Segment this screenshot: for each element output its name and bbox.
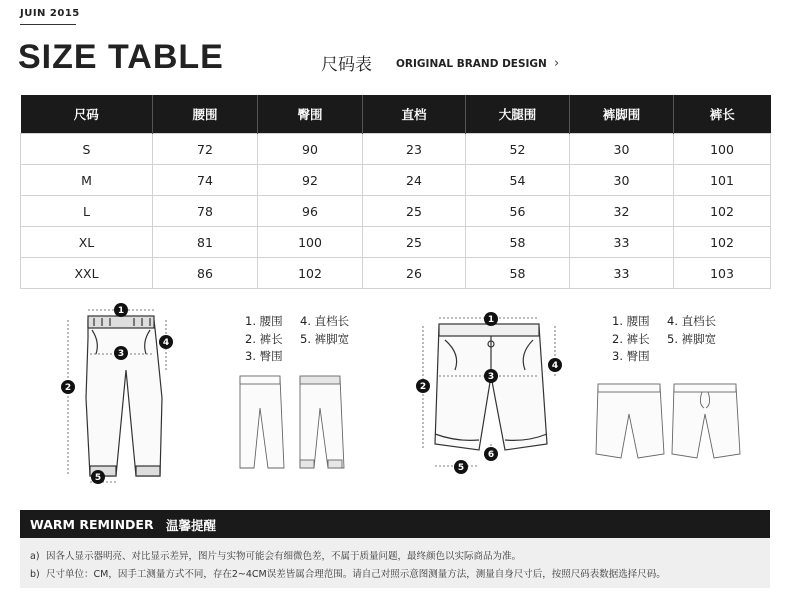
marker-1-label: 1 [487, 315, 495, 325]
warm-reminder-notes [20, 538, 770, 588]
shorts-legend [612, 313, 716, 366]
table-cell: XXL [21, 258, 153, 289]
table-cell: 72 [153, 134, 258, 165]
legend-item: 3. 臀围 [612, 349, 650, 363]
table-cell: 52 [466, 134, 570, 165]
marker-4-label: 4 [162, 338, 170, 348]
table-header-row [21, 95, 771, 134]
table-cell: 103 [674, 258, 771, 289]
shorts-front-back-illustration [594, 380, 744, 462]
original-brand-design-label: ORIGINAL BRAND DESIGN [396, 58, 547, 70]
marker-5-label: 5 [457, 463, 465, 473]
shorts-measurement-diagram [405, 304, 575, 480]
table-cell: 58 [466, 258, 570, 289]
legend-item: 3. 臀围 [245, 349, 283, 363]
pants-front-back-illustration [236, 372, 356, 472]
table-cell: 33 [570, 227, 674, 258]
column-header-length: 裤长 [674, 95, 771, 134]
marker-3-label: 3 [487, 372, 495, 382]
marker-2-label: 2 [419, 382, 427, 392]
note-label: b) [30, 569, 40, 580]
column-header-size: 尺码 [21, 95, 153, 134]
table-cell: 101 [674, 165, 771, 196]
table-cell: 58 [466, 227, 570, 258]
column-header-thigh: 大腿围 [466, 95, 570, 134]
table-cell: 102 [258, 258, 363, 289]
cn-title: 尺码表 [321, 55, 372, 75]
table-row [21, 227, 771, 258]
legend-item: 2. 裤长 [612, 331, 650, 346]
warm-reminder-title-en: WARM REMINDER [30, 517, 154, 532]
table-cell: 90 [258, 134, 363, 165]
marker-2-label: 2 [64, 383, 72, 393]
table-cell: 102 [674, 196, 771, 227]
table-cell: 32 [570, 196, 674, 227]
table-cell: 54 [466, 165, 570, 196]
table-cell: 100 [674, 134, 771, 165]
marker-3-label: 3 [117, 349, 125, 359]
table-cell: 74 [153, 165, 258, 196]
marker-6-label: 6 [487, 450, 495, 460]
brand-label: JUIN 2015 [20, 8, 80, 19]
table-cell: 33 [570, 258, 674, 289]
pants-measurement-diagram [50, 298, 190, 488]
note-text: 尺寸单位：CM，因手工测量方式不同，存在2~4CM误差皆属合理范围。请自己对照示意图测量方法，测量自身尺寸后，按照尺码表数据选择尺码。 [46, 569, 666, 580]
table-cell: 96 [258, 196, 363, 227]
table-cell: 81 [153, 227, 258, 258]
table-cell: 25 [363, 196, 466, 227]
marker-5-label: 5 [94, 473, 102, 483]
legend-item: 2. 裤长 [245, 331, 283, 346]
table-row [21, 134, 771, 165]
legend-item: 5. 裤脚宽 [667, 331, 717, 346]
legend-item: 1. 腰围 [245, 314, 283, 328]
table-cell: L [21, 196, 153, 227]
table-cell: M [21, 165, 153, 196]
table-row [21, 165, 771, 196]
table-cell: 24 [363, 165, 466, 196]
table-cell: 23 [363, 134, 466, 165]
column-header-hip: 臀围 [258, 95, 363, 134]
note-item [30, 548, 521, 562]
table-cell: XL [21, 227, 153, 258]
table-cell: 25 [363, 227, 466, 258]
column-header-rise: 直档 [363, 95, 466, 134]
pants-legend [245, 313, 349, 366]
note-item [30, 566, 666, 580]
warm-reminder-title-cn: 温馨提醒 [166, 518, 217, 533]
marker-1-label: 1 [117, 306, 125, 316]
page-title: SIZE TABLE [18, 38, 224, 76]
warm-reminder-header [20, 510, 770, 538]
chevron-right-icon: › [554, 56, 560, 71]
column-header-hem: 裤脚围 [570, 95, 674, 134]
legend-item: 1. 腰围 [612, 314, 650, 328]
legend-item: 4. 直档长 [300, 314, 350, 328]
table-cell: 86 [153, 258, 258, 289]
table-cell: 56 [466, 196, 570, 227]
table-cell: 92 [258, 165, 363, 196]
table-cell: 30 [570, 165, 674, 196]
marker-4-label: 4 [551, 361, 559, 371]
table-cell: 100 [258, 227, 363, 258]
column-header-waist: 腰围 [153, 95, 258, 134]
note-text: 因各人显示器明亮、对比显示差异，图片与实物可能会有细微色差，不属于质量问题，最终颜色以实际商品为准。 [46, 551, 522, 562]
table-cell: 78 [153, 196, 258, 227]
brand-underline [20, 24, 76, 25]
legend-item: 4. 直档长 [667, 314, 717, 328]
note-label: a) [30, 551, 40, 562]
table-row [21, 196, 771, 227]
legend-item: 5. 裤脚宽 [300, 331, 350, 346]
table-row [21, 258, 771, 289]
table-cell: 26 [363, 258, 466, 289]
table-cell: 102 [674, 227, 771, 258]
table-cell: 30 [570, 134, 674, 165]
table-cell: S [21, 134, 153, 165]
size-table [20, 95, 771, 289]
